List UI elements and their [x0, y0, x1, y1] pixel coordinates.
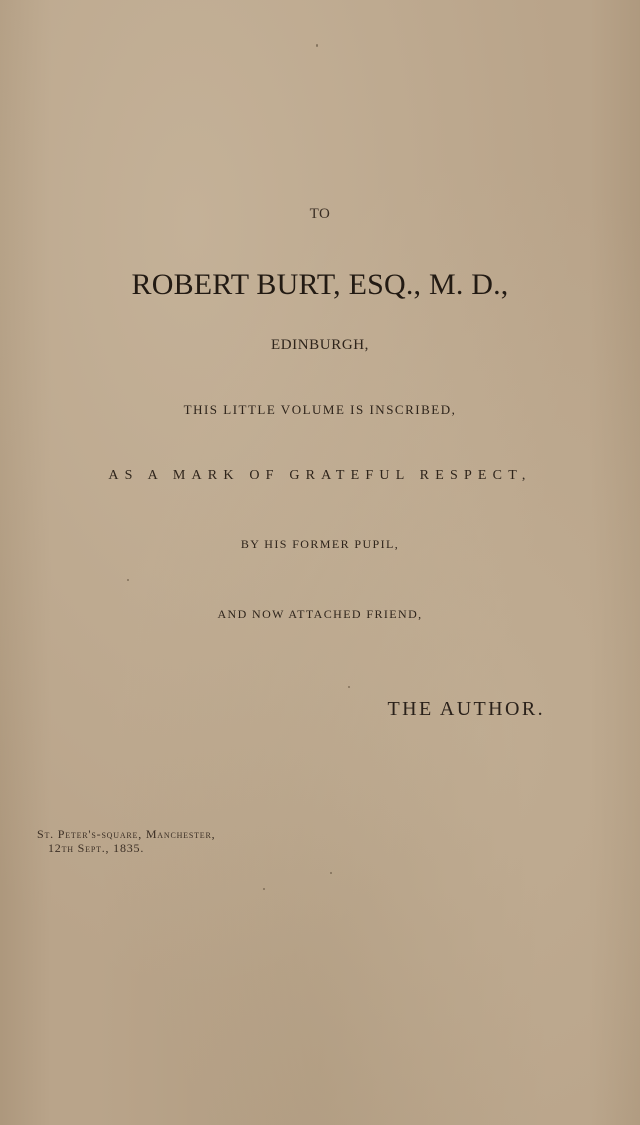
friend-line: AND NOW ATTACHED FRIEND, [217, 607, 423, 621]
respect-line: AS A MARK OF GRATEFUL RESPECT, [108, 468, 532, 483]
dedicatee-city: EDINBURGH, [270, 337, 370, 353]
dedicatee-name: ROBERT BURT, ESQ., M. D., [131, 268, 509, 301]
paper-speck [330, 872, 332, 874]
author-signature: THE AUTHOR. [387, 698, 545, 720]
paper-speck [348, 686, 350, 688]
pupil-line: BY HIS FORMER PUPIL, [240, 537, 400, 551]
inscription-line: THIS LITTLE VOLUME IS INSCRIBED, [183, 402, 457, 417]
dateline-place: St. Peter's-square, Manchester, [37, 827, 216, 841]
to-heading: TO [309, 206, 331, 222]
paper-speck [316, 44, 318, 47]
dateline-date: 12th Sept., 1835. [48, 841, 145, 855]
paper-speck [127, 579, 129, 581]
paper-speck [263, 888, 265, 890]
